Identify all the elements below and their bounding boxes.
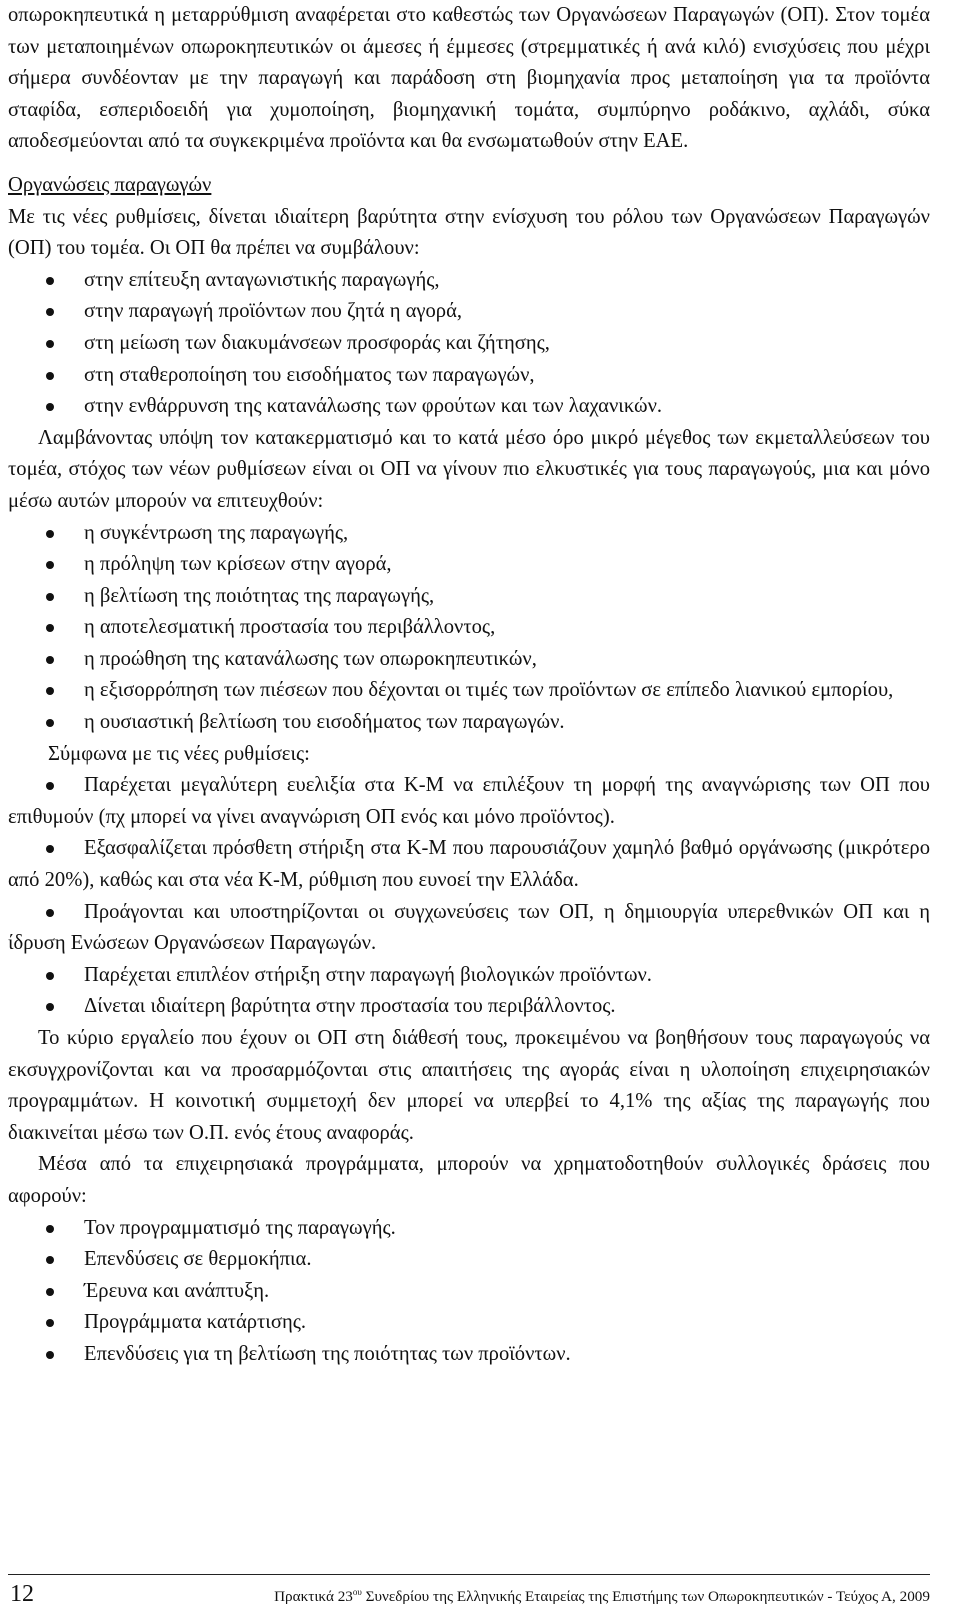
list-item: στη μείωση των διακυμάνσεων προσφοράς και ζήτησης, <box>84 331 550 354</box>
paragraph-intro: οπωροκηπευτικά η μεταρρύθμιση αναφέρεται στο καθεστώς των Οργανώσεων Παραγωγών (ΟΠ). Στον τομέα των μεταποιημένων οπωροκηπευτικών οι άμεσες ή έμμεσες (στρεμματικές ή ανά κιλό) ενισχύσεις που μέχρι σήμερα συνδέονταν με την παραγωγή και παράδοση στη βιομηχανία προς μεταποίηση για τα προϊόντα σταφίδα, εσπεριδοειδή για χυμοποίηση, βιομηχανική τομάτα, συμπύρηνο ροδάκινο, αχλάδι, σύκα αποδεσμεύονται από τα συγκεκριμένα προϊόντα και θα ενσωματωθούν στην ΕΑΕ. <box>8 4 930 153</box>
paragraph-new-rules: Σύμφωνα με τις νέες ρυθμίσεις: <box>48 742 310 765</box>
paragraph-operational-programs: Μέσα από τα επιχειρησιακά προγράμματα, μπορούν να χρηματοδοτηθούν συλλογικές δράσεις που αφορούν: <box>8 1153 930 1207</box>
list-item: Εξασφαλίζεται πρόσθετη στήριξη στα Κ-Μ που παρουσιάζουν χαμηλό βαθμό οργάνωσης (μικρότερο από 20%), καθώς και στα νέα Κ-Μ, ρύθμιση που ευνοεί την Ελλάδα. <box>8 837 930 892</box>
list-item: Παρέχεται επιπλέον στήριξη στην παραγωγή βιολογικών προϊόντων. <box>84 963 652 986</box>
list-item: η πρόληψη των κρίσεων στην αγορά, <box>84 553 392 576</box>
list-item: Επενδύσεις σε θερμοκήπια. <box>84 1248 312 1271</box>
page-number: 12 <box>10 1581 34 1607</box>
list-item: η αποτελεσματική προστασία του περιβάλλοντος, <box>84 616 496 639</box>
list-item: η εξισορρόπηση των πιέσεων που δέχονται οι τιμές των προϊόντων σε επίπεδο λιανικού εμπορίου, <box>84 679 894 702</box>
list-item: στην ενθάρρυνση της κατανάλωσης των φρούτων και των λαχανικών. <box>84 395 663 418</box>
list-item: Παρέχεται μεγαλύτερη ευελιξία στα Κ-Μ να επιλέξουν τη μορφή της αναγνώρισης των ΟΠ που επιθυμούν (πχ μπορεί να γίνει αναγνώριση ΟΠ ενός και μόνο προϊόντος). <box>8 774 930 828</box>
list-item: στη σταθεροποίηση του εισοδήματος των παραγωγών, <box>84 363 535 386</box>
list-item: στην παραγωγή προϊόντων που ζητά η αγορά, <box>84 300 463 323</box>
document-page <box>8 0 930 1371</box>
list-item: η ουσιαστική βελτίωση του εισοδήματος των παραγωγών. <box>84 711 565 734</box>
section-heading: Οργανώσεις παραγωγών <box>8 173 212 196</box>
list-item: η συγκέντρωση της παραγωγής, <box>84 521 349 544</box>
actions-list <box>8 1213 930 1371</box>
list-item: Προάγονται και υποστηρίζονται οι συγχωνεύσεις των ΟΠ, η δημιουργία υπερεθνικών ΟΠ και η ίδρυση Ενώσεων Οργανώσεων Παραγωγών. <box>8 900 930 955</box>
page-footer <box>8 1574 930 1621</box>
contribution-list <box>8 265 930 423</box>
list-item: Επενδύσεις για τη βελτίωση της ποιότητας των προϊόντων. <box>84 1342 571 1365</box>
paragraph-fragmentation: Λαμβάνοντας υπόψη τον κατακερματισμό και το κατά μέσο όρο μικρό μέγεθος των εκμεταλλεύσεων του τομέα, στόχος των νέων ρυθμίσεων είναι οι ΟΠ να γίνουν πιο ελκυστικές για τους παραγωγούς, μια και μόνο μέσω αυτών μπορούν να επιτευχθούν: <box>8 426 930 512</box>
list-item: στην επίτευξη ανταγωνιστικής παραγωγής, <box>84 268 440 291</box>
list-item: Τον προγραμματισμό της παραγωγής. <box>84 1216 396 1239</box>
list-item: η βελτίωση της ποιότητας της παραγωγής, <box>84 584 435 607</box>
list-item: η προώθηση της κατανάλωσης των οπωροκηπευτικών, <box>84 647 537 670</box>
list-item: Δίνεται ιδιαίτερη βαρύτητα στην προστασία του περιβάλλοντος. <box>84 995 616 1018</box>
list-item: Έρευνα και ανάπτυξη. <box>84 1279 270 1302</box>
list-item: Προγράμματα κατάρτισης. <box>84 1311 307 1334</box>
goals-list <box>8 518 930 739</box>
paragraph-main-tool: Το κύριο εργαλείο που έχουν οι ΟΠ στη διάθεσή τους, προκειμένου να βοηθήσουν τους παραγωγούς να εκσυγχρονίζονται και να προσαρμόζονται στις απαιτήσεις της αγοράς είναι η υλοποίηση επιχειρησιακών προγραμμάτων. Η κοινοτική συμμετοχή δεν μπορεί να υπερβεί το 4,1% της αξίας της παραγωγής που διακινείται μέσω των Ο.Π. ενός έτους αναφοράς. <box>8 1027 930 1144</box>
footer-citation: Πρακτικά $23^{o\upsilon}$ Συνεδρίου της Ελληνικής Εταιρείας της Επιστήμης των Οπωροκηπευτικών - Τεύχος Α, 2009 <box>274 1587 930 1605</box>
new-rules-list <box>8 770 930 1023</box>
paragraph-producer-orgs: Με τις νέες ρυθμίσεις, δίνεται ιδιαίτερη βαρύτητα στην ενίσχυση του ρόλου των Οργανώσεων Παραγωγών (ΟΠ) του τομέα. Οι ΟΠ θα πρέπει να συμβάλουν: <box>8 205 930 260</box>
